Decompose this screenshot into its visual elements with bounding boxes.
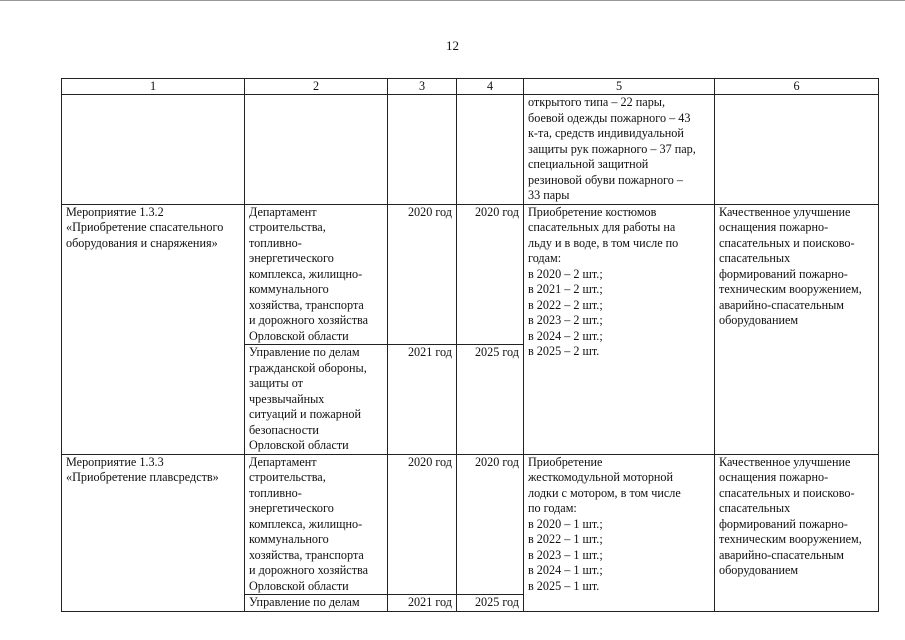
- column-header-3: 3: [388, 79, 457, 95]
- cell-empty: [388, 95, 457, 205]
- cell-empty: [457, 95, 524, 205]
- column-header-2: 2: [245, 79, 388, 95]
- column-header-4: 4: [457, 79, 524, 95]
- effect-description: Качественное улучшение оснащения пожарно- спасательных и поисково- спасательных формирований пожарно- техническим вооружением, аварийно-спасательным оборудованием: [715, 454, 879, 611]
- effect-description: Качественное улучшение оснащения пожарно- спасательных и поисково- спасательных формирований пожарно- техническим вооружением, аварийно-спасательным оборудованием: [715, 204, 879, 454]
- executor-org: Департамент строительства, топливно- энергетического комплекса, жилищно- коммунального хозяйства, транспорта и дорожного хозяйства Орловской области: [245, 454, 388, 595]
- end-year: 2020 год: [457, 454, 524, 595]
- end-year: 2020 год: [457, 204, 524, 345]
- expected-result: Приобретение жесткомодульной моторной лодки с мотором, в том числе по годам: в 2020 – 1 шт.; в 2022 – 1 шт.; в 2023 – 1 шт.; в 2024 – 1 шт.; в 2025 – 1 шт.: [524, 454, 715, 611]
- start-year: 2021 год: [388, 595, 457, 612]
- column-header-5: 5: [524, 79, 715, 95]
- table-row-continuation: [62, 95, 879, 205]
- continuation-result-text: открытого типа – 22 пары, боевой одежды пожарного – 43 к-та, средств индивидуальной защиты рук пожарного – 37 пар, специальной защитной резиновой обуви пожарного – 33 пары: [524, 95, 715, 205]
- column-header-6: 6: [715, 79, 879, 95]
- cell-empty: [62, 95, 245, 205]
- start-year: 2020 год: [388, 454, 457, 595]
- end-year: 2025 год: [457, 595, 524, 612]
- measures-table: [61, 78, 879, 612]
- executor-org: Управление по делам: [245, 595, 388, 612]
- measure-name: Мероприятие 1.3.2 «Приобретение спасательного оборудования и снаряжения»: [62, 204, 245, 454]
- start-year: 2021 год: [388, 345, 457, 455]
- cell-empty: [715, 95, 879, 205]
- measure-name: Мероприятие 1.3.3 «Приобретение плавсредств»: [62, 454, 245, 611]
- table-row-measure-1-3-3: [62, 454, 879, 595]
- executor-org: Департамент строительства, топливно- энергетического комплекса, жилищно- коммунального хозяйства, транспорта и дорожного хозяйства Орловской области: [245, 204, 388, 345]
- table-header-row: [62, 79, 879, 95]
- executor-org: Управление по делам гражданской обороны, защиты от чрезвычайных ситуаций и пожарной безопасности Орловской области: [245, 345, 388, 455]
- top-edge-rule: [0, 0, 905, 1]
- cell-empty: [245, 95, 388, 205]
- expected-result: Приобретение костюмов спасательных для работы на льду и в воде, в том числе по годам: в 2020 – 2 шт.; в 2021 – 2 шт.; в 2022 – 2 шт.; в 2023 – 2 шт.; в 2024 – 2 шт.; в 2025 – 2 шт.: [524, 204, 715, 454]
- table-row-measure-1-3-2: [62, 204, 879, 345]
- end-year: 2025 год: [457, 345, 524, 455]
- column-header-1: 1: [62, 79, 245, 95]
- start-year: 2020 год: [388, 204, 457, 345]
- page-number: 12: [446, 38, 459, 53]
